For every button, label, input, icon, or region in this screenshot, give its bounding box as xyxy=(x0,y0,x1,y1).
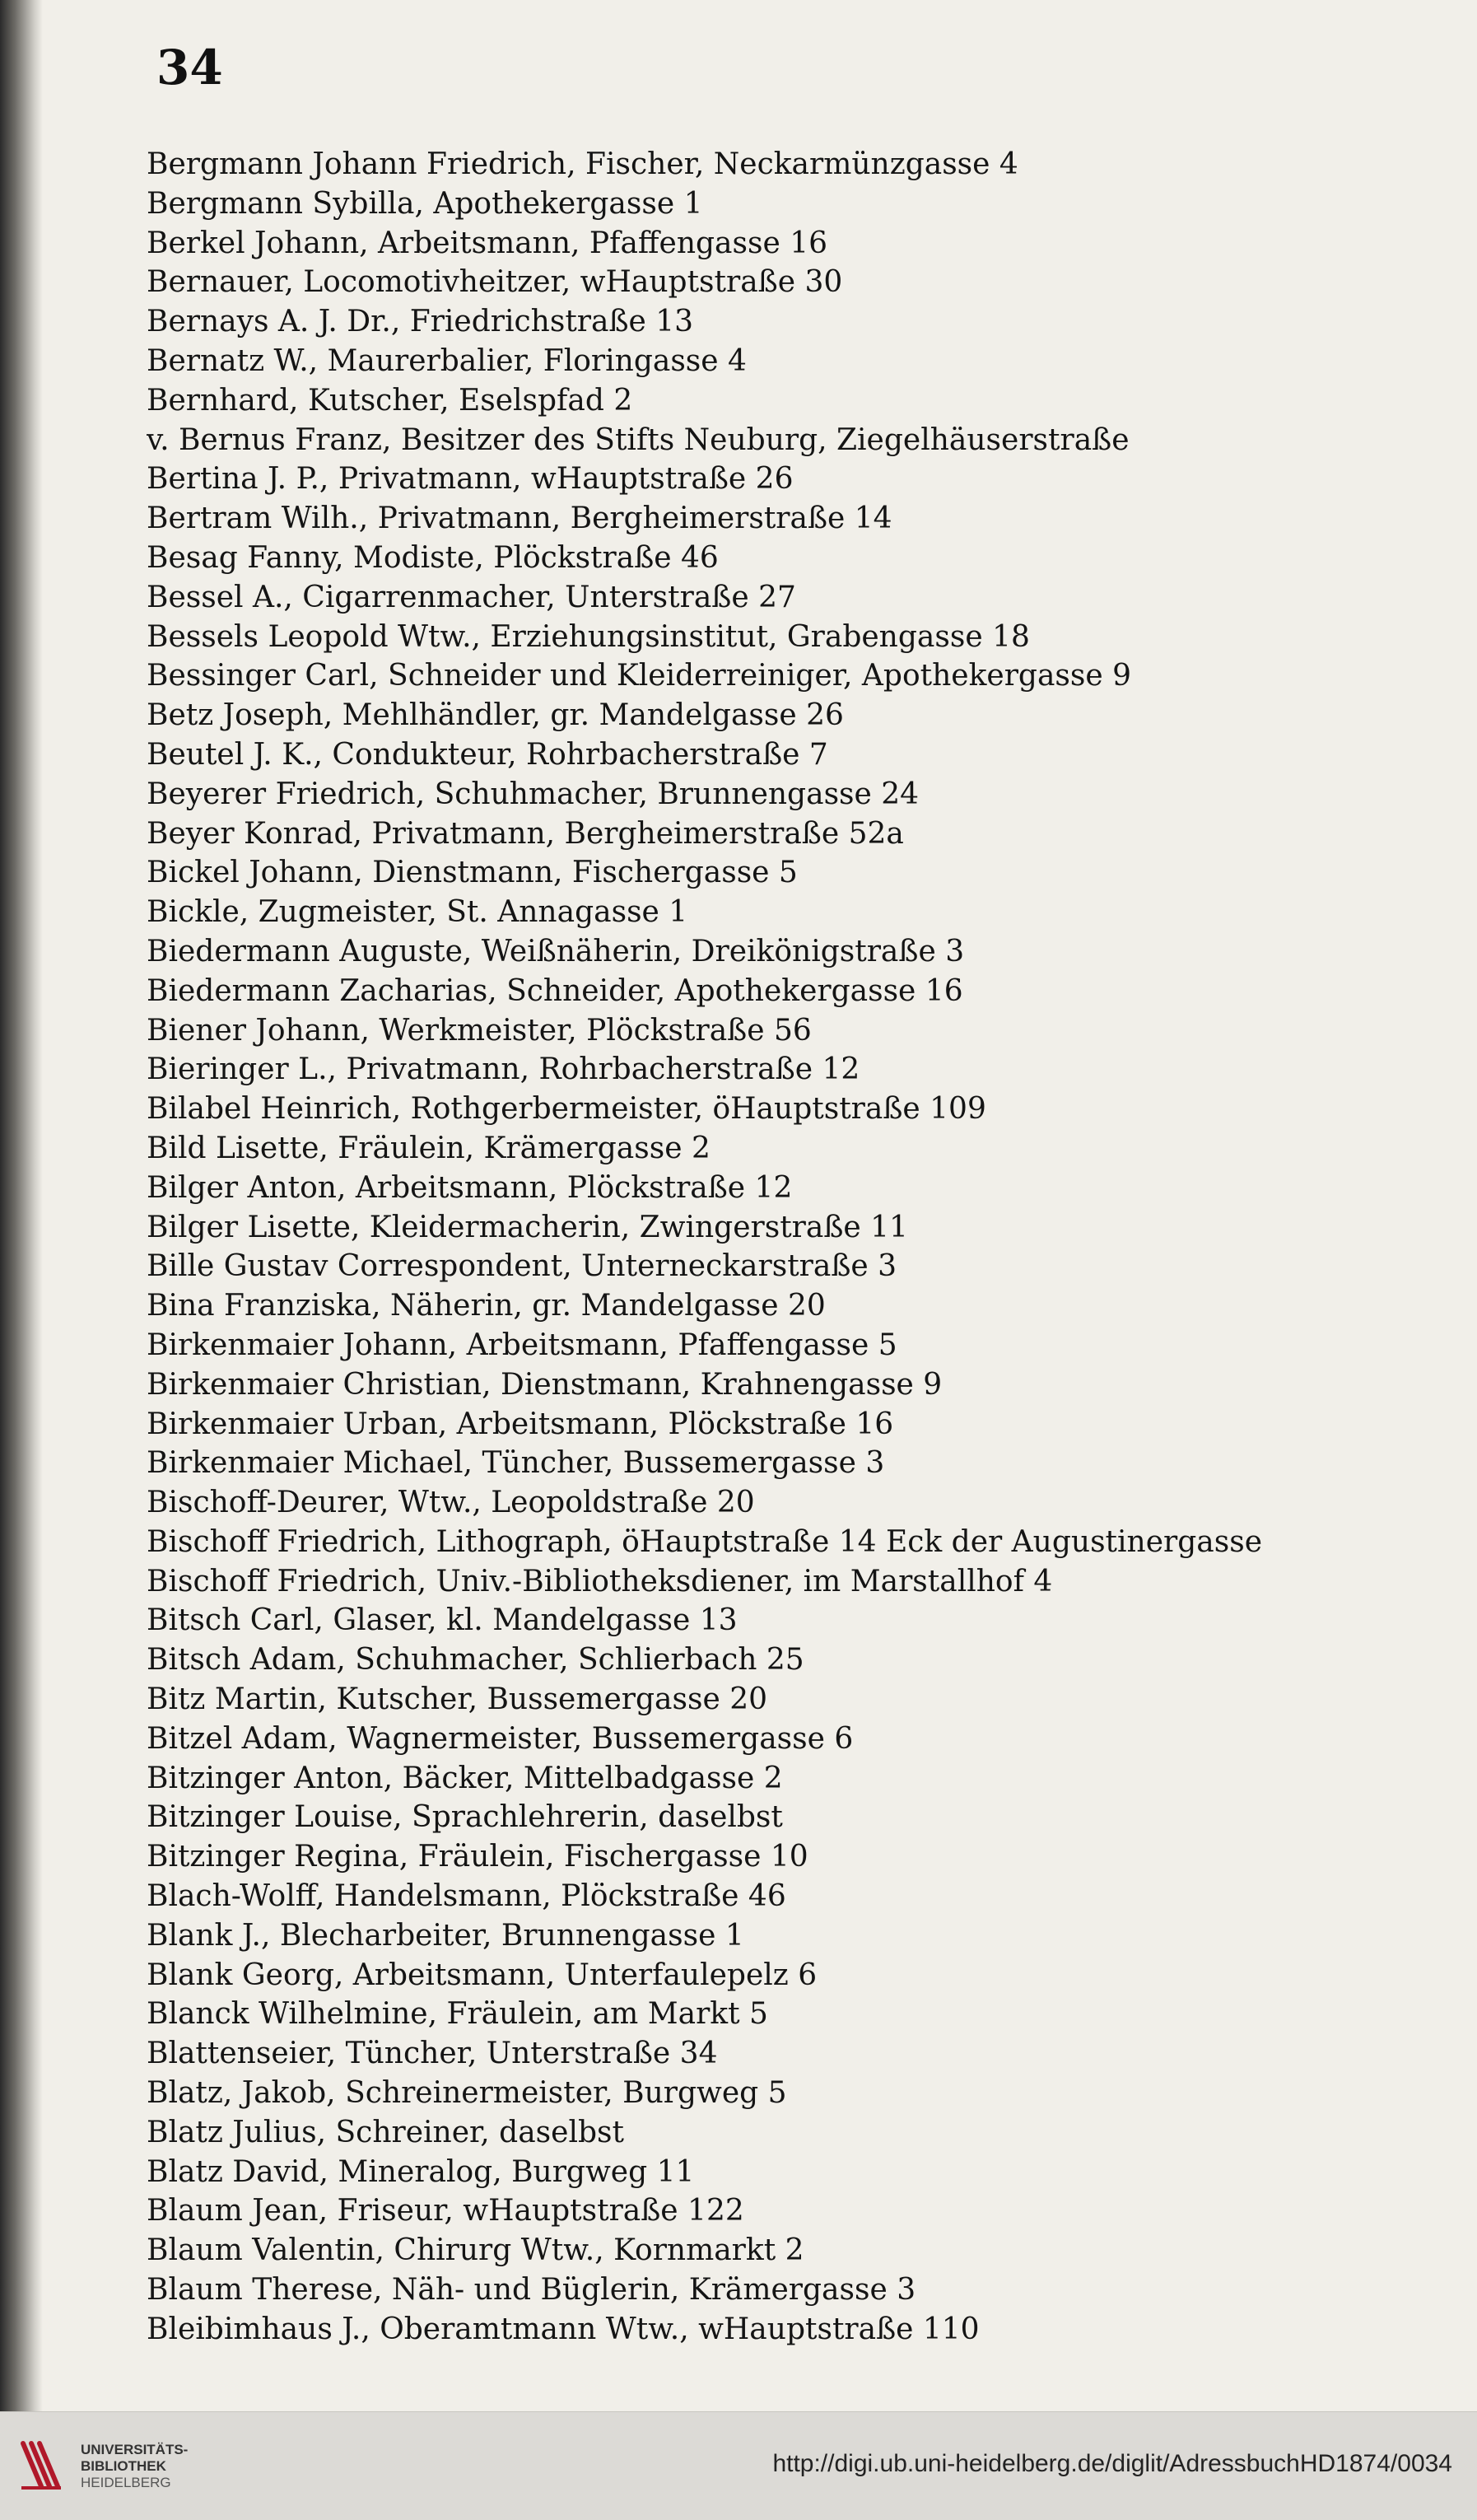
directory-entry: Bessinger Carl, Schneider und Kleiderreiniger, Apothekergasse 9 xyxy=(147,659,1132,693)
directory-entry: Bieringer L., Privatmann, Rohrbacherstraße 12 xyxy=(147,1052,860,1087)
directory-entry: Blank Georg, Arbeitsmann, Unterfaulepelz 6 xyxy=(147,1958,818,1992)
directory-entry: Bild Lisette, Fräulein, Krämergasse 2 xyxy=(147,1131,711,1165)
directory-entry: Bischoff-Deurer, Wtw., Leopoldstraße 20 xyxy=(147,1486,755,1520)
footer-bar xyxy=(0,2411,1477,2520)
library-logo[interactable] xyxy=(16,2434,189,2499)
directory-entry: Bille Gustav Correspondent, Unterneckarstraße 3 xyxy=(147,1249,897,1284)
directory-entry: Biener Johann, Werkmeister, Plöckstraße 56 xyxy=(147,1013,812,1048)
directory-entry: Bessels Leopold Wtw., Erziehungsinstitut, Grabengasse 18 xyxy=(147,619,1030,654)
page-gutter xyxy=(0,0,43,2411)
directory-entries xyxy=(147,145,1456,2350)
directory-entry: Bertina J. P., Privatmann, wHauptstraße 26 xyxy=(147,462,794,497)
directory-entry: Bitzinger Regina, Fräulein, Fischergasse 10 xyxy=(147,1840,808,1874)
directory-entry: Blach-Wolff, Handelsmann, Plöckstraße 46 xyxy=(147,1879,786,1914)
directory-entry: Bickel Johann, Dienstmann, Fischergasse 5 xyxy=(147,856,798,890)
directory-entry: Besag Fanny, Modiste, Plöckstraße 46 xyxy=(147,540,719,575)
directory-entry: Bertram Wilh., Privatmann, Bergheimerstraße 14 xyxy=(147,502,892,536)
directory-entry: Bernauer, Locomotivheitzer, wHauptstraße 30 xyxy=(147,265,843,300)
logo-line-2: BIBLIOTHEK xyxy=(81,2458,166,2474)
source-url[interactable]: http://digi.ub.uni-heidelberg.de/diglit/AdressbuchHD1874/0034 xyxy=(772,2450,1452,2477)
directory-entry: Bitzel Adam, Wagnermeister, Bussemergasse 6 xyxy=(147,1721,854,1756)
directory-entry: Bilger Anton, Arbeitsmann, Plöckstraße 12 xyxy=(147,1170,793,1205)
directory-entry: Bilabel Heinrich, Rothgerbermeister, öHauptstraße 109 xyxy=(147,1092,986,1127)
directory-entry: Bitz Martin, Kutscher, Bussemergasse 20 xyxy=(147,1682,768,1717)
directory-entry: Bina Franziska, Näherin, gr. Mandelgasse 20 xyxy=(147,1289,826,1323)
directory-entry: Bergmann Johann Friedrich, Fischer, Neckarmünzgasse 4 xyxy=(147,147,1018,181)
directory-entry: Birkenmaier Michael, Tüncher, Bussemergasse 3 xyxy=(147,1446,885,1481)
directory-entry: Bernatz W., Maurerbalier, Floringasse 4 xyxy=(147,343,747,378)
logo-text xyxy=(81,2442,188,2491)
directory-entry: Bickle, Zugmeister, St. Annagasse 1 xyxy=(147,895,688,930)
directory-entry: Blattenseier, Tüncher, Unterstraße 34 xyxy=(147,2037,718,2071)
directory-entry: Blaum Therese, Näh- und Büglerin, Krämergasse 3 xyxy=(147,2273,916,2308)
directory-entry: Bischoff Friedrich, Lithograph, öHauptstraße 14 Eck der Augustinergasse xyxy=(147,1524,1262,1559)
directory-entry: Beyerer Friedrich, Schuhmacher, Brunnengasse 24 xyxy=(147,777,920,811)
directory-entry: Bitsch Adam, Schuhmacher, Schlierbach 25 xyxy=(147,1643,804,1678)
directory-entry: Beutel J. K., Condukteur, Rohrbacherstraße 7 xyxy=(147,737,828,772)
directory-entry: Biedermann Auguste, Weißnäherin, Dreikönigstraße 3 xyxy=(147,934,965,968)
directory-entry: Bergmann Sybilla, Apothekergasse 1 xyxy=(147,186,703,221)
page-number: 34 xyxy=(156,40,223,96)
directory-entry: Bernays A. J. Dr., Friedrichstraße 13 xyxy=(147,305,694,339)
directory-entry: Beyer Konrad, Privatmann, Bergheimerstraße 52a xyxy=(147,816,904,851)
directory-entry: Bleibimhaus J., Oberamtmann Wtw., wHauptstraße 110 xyxy=(147,2312,980,2346)
logo-line-1: UNIVERSITÄTS- xyxy=(81,2442,189,2457)
directory-entry: Bischoff Friedrich, Univ.-Bibliotheksdiener, im Marstallhof 4 xyxy=(147,1564,1053,1598)
directory-entry: Blaum Jean, Friseur, wHauptstraße 122 xyxy=(147,2194,744,2228)
directory-entry: Bessel A., Cigarrenmacher, Unterstraße 27 xyxy=(147,580,796,614)
library-seal-icon xyxy=(16,2437,68,2494)
directory-entry: Berkel Johann, Arbeitsmann, Pfaffengasse 16 xyxy=(147,226,828,260)
directory-entry: Blank J., Blecharbeiter, Brunnengasse 1 xyxy=(147,1918,744,1953)
directory-entry: Birkenmaier Urban, Arbeitsmann, Plöckstraße 16 xyxy=(147,1407,894,1441)
directory-entry: v. Bernus Franz, Besitzer des Stifts Neuburg, Ziegelhäuserstraße xyxy=(147,422,1130,457)
directory-entry: Birkenmaier Christian, Dienstmann, Krahnengasse 9 xyxy=(147,1367,943,1402)
directory-entry: Birkenmaier Johann, Arbeitsmann, Pfaffengasse 5 xyxy=(147,1328,897,1362)
directory-entry: Blaum Valentin, Chirurg Wtw., Kornmarkt 2 xyxy=(147,2233,804,2268)
directory-entry: Bilger Lisette, Kleidermacherin, Zwingerstraße 11 xyxy=(147,1210,908,1244)
directory-entry: Biedermann Zacharias, Schneider, Apothekergasse 16 xyxy=(147,973,963,1008)
directory-entry: Bitzinger Louise, Sprachlehrerin, daselbst xyxy=(147,1800,783,1835)
directory-entry: Bernhard, Kutscher, Eselspfad 2 xyxy=(147,383,633,418)
directory-entry: Bitzinger Anton, Bäcker, Mittelbadgasse 2 xyxy=(147,1761,783,1795)
logo-line-3: HEIDELBERG xyxy=(81,2475,171,2490)
directory-entry: Blatz Julius, Schreiner, daselbst xyxy=(147,2115,624,2149)
directory-entry: Blanck Wilhelmine, Fräulein, am Markt 5 xyxy=(147,1997,768,2032)
directory-entry: Bitsch Carl, Glaser, kl. Mandelgasse 13 xyxy=(147,1603,738,1638)
directory-entry: Betz Joseph, Mehlhändler, gr. Mandelgasse 26 xyxy=(147,698,844,733)
directory-entry: Blatz, Jakob, Schreinermeister, Burgweg 5 xyxy=(147,2076,787,2111)
directory-entry: Blatz David, Mineralog, Burgweg 11 xyxy=(147,2154,695,2189)
